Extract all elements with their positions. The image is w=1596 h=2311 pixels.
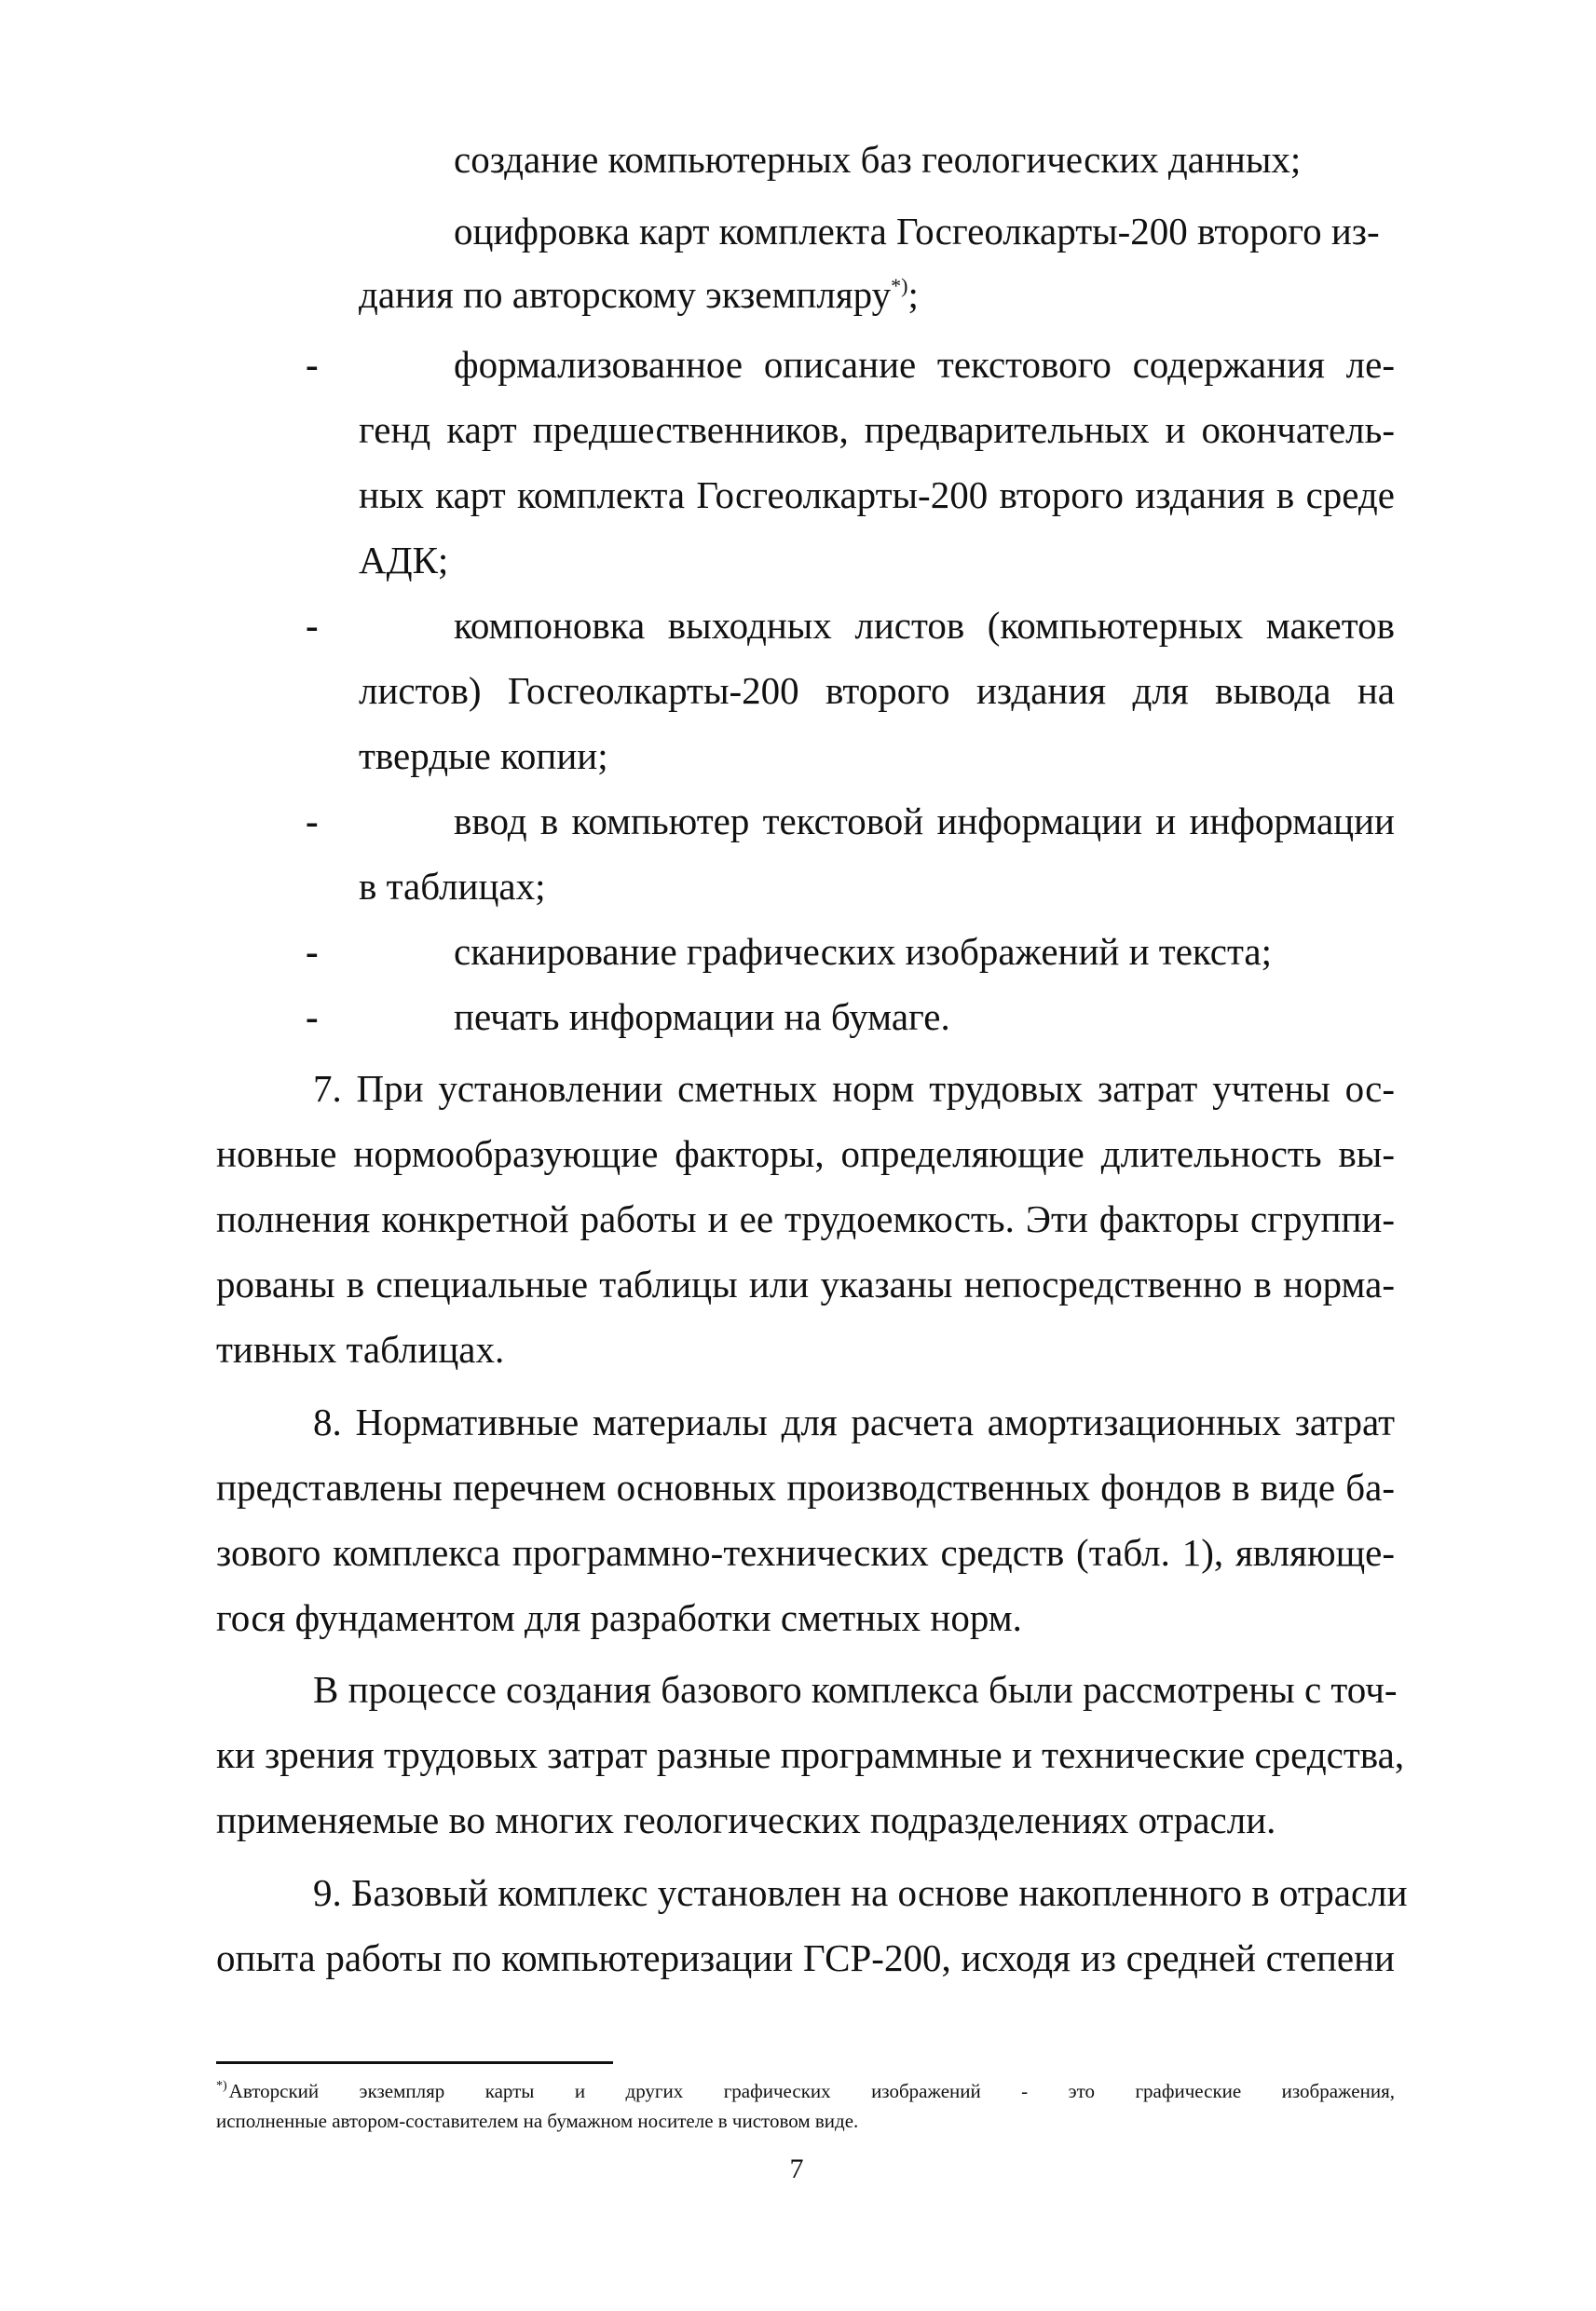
list-item-line: оцифровка карт комплекта Госгеолкарты-200 второго из- <box>454 210 1380 253</box>
paragraph-line: В процессе создания базового комплекса были рассмотрены с точ- <box>313 1668 1398 1711</box>
list-item-text: в таблицах; <box>359 865 546 908</box>
footnote-text: Авторский экземпляр карты и других графических изображений - это графические изображения, <box>228 2080 1395 2102</box>
list-dash: - <box>306 995 319 1038</box>
list-item-text: генд карт предшественников, предварительных и окончатель- <box>359 408 1395 451</box>
paragraph-line: новные нормообразующие факторы, определяющие длительность вы- <box>216 1132 1395 1175</box>
list-item-line: дания по авторскому экземпляру <box>359 273 892 316</box>
paragraph-line: 7. При установлении сметных норм трудовых затрат учтены ос- <box>313 1067 1395 1110</box>
list-item-text: печать информации на бумаге. <box>454 995 950 1038</box>
footnote-reference: *) <box>891 274 908 297</box>
list-item-text: ных карт комплекта Госгеолкарты-200 второго издания в среде <box>359 473 1395 516</box>
list-item-text: АДК; <box>359 539 449 581</box>
footnote-mark: *) <box>216 2079 227 2093</box>
footnote-line <box>216 2076 1395 2110</box>
list-item-text: компоновка выходных листов (компьютерных макетов <box>454 604 1395 647</box>
paragraph-line: полнения конкретной работы и ее трудоемкость. Эти факторы сгруппи- <box>216 1197 1395 1240</box>
page-number: 7 <box>789 2154 804 2184</box>
list-item-text <box>359 270 919 325</box>
paragraph-line: опыта работы по компьютеризации ГСР-200, исходя из средней степени <box>216 1936 1395 1979</box>
list-dash: - <box>306 604 319 647</box>
footnote-line: исполненные автором-составителем на бумажном носителе в чистовом виде. <box>216 2110 859 2132</box>
list-item-text: твердые копии; <box>359 734 608 777</box>
paragraph-line: применяемые во многих геологических подразделениях отрасли. <box>216 1798 1276 1841</box>
list-dash: - <box>306 800 319 842</box>
paragraph-line: ки зрения трудовых затрат разные программные и технические средства, <box>216 1733 1405 1776</box>
paragraph-line: представлены перечнем основных производственных фондов в виде ба- <box>216 1466 1395 1509</box>
list-item-text: создание компьютерных баз геологических данных; <box>454 138 1302 181</box>
paragraph-line: гося фундаментом для разработки сметных норм. <box>216 1596 1022 1639</box>
paragraph-line: рованы в специальные таблицы или указаны непосредственно в норма- <box>216 1263 1395 1306</box>
list-item-text: ввод в компьютер текстовой информации и информации <box>454 800 1395 842</box>
list-item-text <box>454 207 1395 255</box>
list-dash: - <box>306 930 319 973</box>
paragraph-line: 9. Базовый комплекс установлен на основе накопленного в отрасли <box>313 1871 1408 1914</box>
list-item-text: формализованное описание текстового содержания ле- <box>454 343 1395 386</box>
list-item-punctuation: ; <box>907 273 919 316</box>
list-item-text: листов) Госгеолкарты-200 второго издания для вывода на <box>359 669 1395 712</box>
list-dash: - <box>306 343 319 386</box>
list-item-text: сканирование графических изображений и текста; <box>454 930 1273 973</box>
paragraph-line: 8. Нормативные материалы для расчета амортизационных затрат <box>313 1401 1395 1443</box>
paragraph-line: зового комплекса программно-технических средств (табл. 1), являюще- <box>216 1531 1395 1574</box>
footnote-separator <box>216 2061 613 2064</box>
paragraph-line: тивных таблицах. <box>216 1328 505 1371</box>
